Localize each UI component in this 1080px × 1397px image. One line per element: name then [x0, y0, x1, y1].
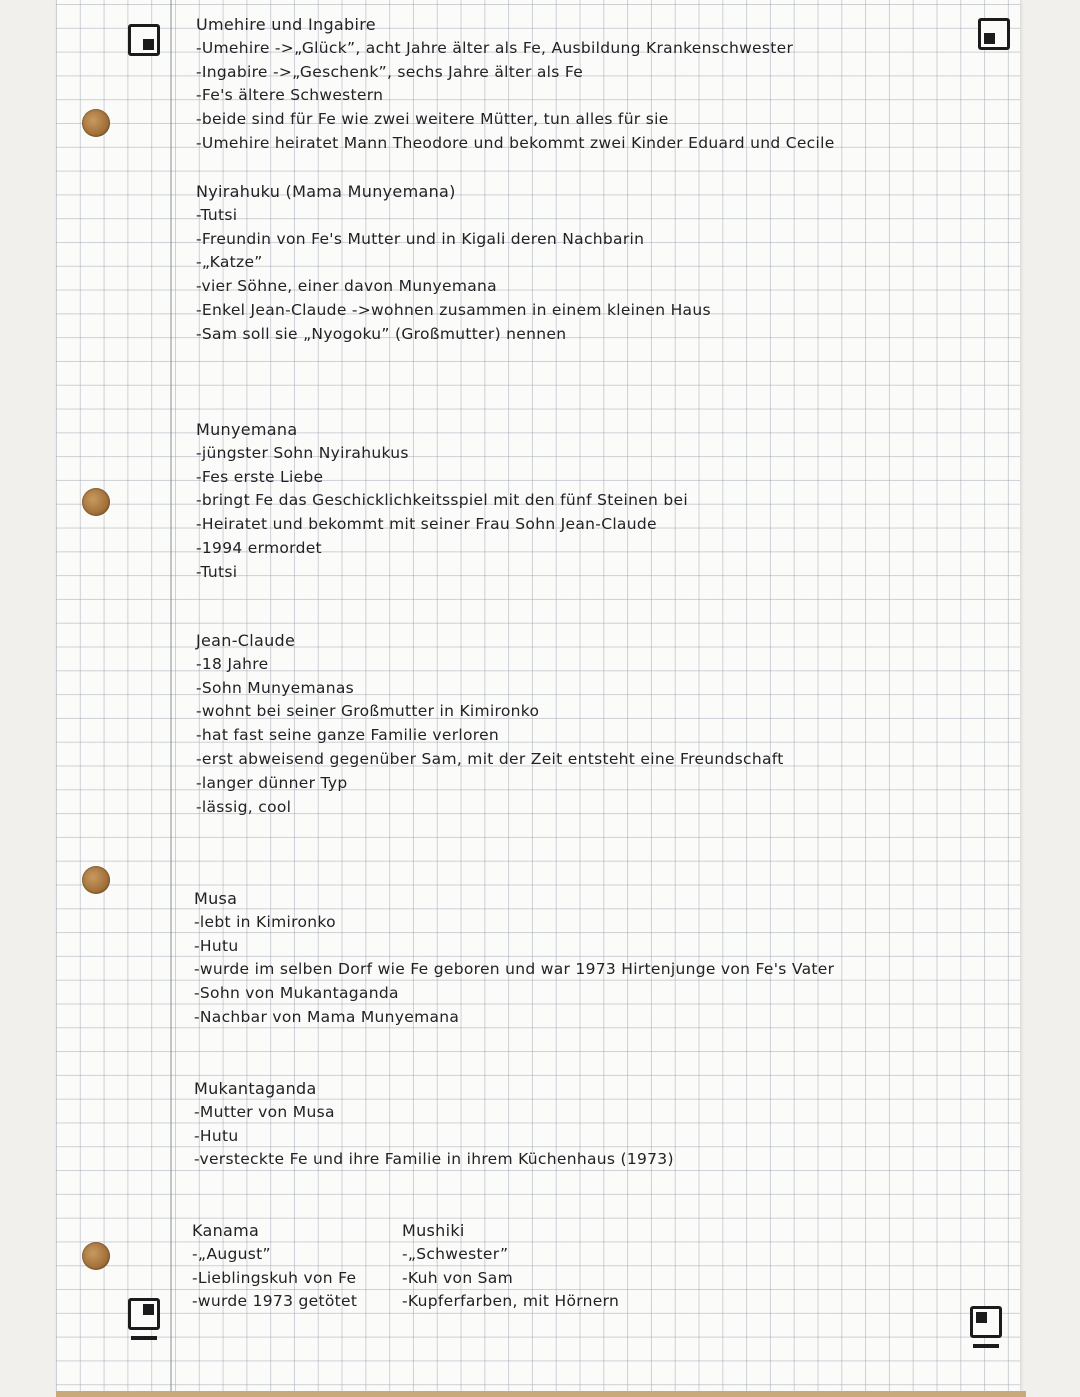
note-line: -„August” — [192, 1244, 271, 1263]
note-line: -Kuh von Sam — [402, 1268, 514, 1287]
note-line: -wurde im selben Dorf wie Fe geboren und war 1973 Hirtenjunge von Fe's Vater — [194, 960, 835, 979]
corner-marker-icon — [970, 1306, 1002, 1338]
section-kanama — [192, 1219, 357, 1314]
note-line: -Hutu — [194, 1126, 239, 1145]
note-line: -langer dünner Typ — [196, 773, 348, 792]
corner-marker-icon — [128, 24, 160, 56]
section-title: Mukantaganda — [194, 1079, 317, 1098]
section-title: Nyirahuku (Mama Munyemana) — [196, 182, 456, 201]
note-line: -versteckte Fe und ihre Familie in ihrem Küchenhaus (1973) — [194, 1150, 674, 1169]
note-line: -Sohn von Mukantaganda — [194, 984, 399, 1003]
section-title: Jean-Claude — [196, 631, 296, 650]
note-line: -Kupferfarben, mit Hörnern — [402, 1292, 620, 1311]
note-line: -Lieblingskuh von Fe — [192, 1268, 357, 1287]
note-line: -Sam soll sie „Nyogoku” (Großmutter) nennen — [196, 324, 567, 343]
note-line: -vier Söhne, einer davon Munyemana — [196, 277, 497, 296]
note-line: -Heiratet und bekommt mit seiner Frau Sohn Jean-Claude — [196, 515, 657, 534]
note-line: -Umehire heiratet Mann Theodore und bekommt zwei Kinder Eduard und Cecile — [196, 133, 835, 152]
note-line: -beide sind für Fe wie zwei weitere Mütter, tun alles für sie — [196, 110, 669, 129]
note-line: -Sohn Munyemanas — [196, 678, 355, 697]
punch-hole — [82, 1242, 110, 1270]
section-musa — [194, 887, 834, 1030]
corner-bar — [131, 1336, 157, 1340]
note-line: -Tutsi — [196, 562, 238, 581]
page-edge — [56, 1391, 1026, 1397]
section-mukantaganda — [194, 1077, 674, 1172]
section-title: Munyemana — [196, 420, 298, 439]
section-title: Mushiki — [402, 1221, 465, 1240]
note-line: -Fes erste Liebe — [196, 467, 324, 486]
note-line: -lässig, cool — [196, 797, 292, 816]
punch-hole — [82, 866, 110, 894]
note-line: -lebt in Kimironko — [194, 912, 336, 931]
note-line: -Fe's ältere Schwestern — [196, 86, 384, 105]
note-line: -Freundin von Fe's Mutter und in Kigali deren Nachbarin — [196, 229, 645, 248]
margin-line — [170, 0, 172, 1392]
note-line: -erst abweisend gegenüber Sam, mit der Zeit entsteht eine Freundschaft — [196, 749, 784, 768]
corner-bar — [973, 1344, 999, 1348]
section-munyemana — [196, 418, 688, 585]
note-line: -bringt Fe das Geschicklichkeitsspiel mit den fünf Steinen bei — [196, 491, 688, 510]
note-line: -hat fast seine ganze Familie verloren — [196, 726, 500, 745]
punch-hole — [82, 488, 110, 516]
section-umehire-ingabire — [196, 13, 835, 156]
note-line: -wohnt bei seiner Großmutter in Kimironko — [196, 702, 540, 721]
corner-marker-icon — [128, 1298, 160, 1330]
note-line: -18 Jahre — [196, 654, 269, 673]
section-mushiki — [402, 1219, 619, 1314]
section-title: Musa — [194, 889, 238, 908]
note-line: -wurde 1973 getötet — [192, 1292, 358, 1311]
note-line: -Umehire ->„Glück”, acht Jahre älter als Fe, Ausbildung Krankenschwester — [196, 38, 794, 57]
note-line: -jüngster Sohn Nyirahukus — [196, 443, 409, 462]
note-line: -„Schwester” — [402, 1244, 509, 1263]
note-line: -Hutu — [194, 936, 239, 955]
note-line: -Nachbar von Mama Munyemana — [194, 1007, 460, 1026]
note-line: -Enkel Jean-Claude ->wohnen zusammen in einem kleinen Haus — [196, 300, 711, 319]
note-line: -Ingabire ->„Geschenk”, sechs Jahre älter als Fe — [196, 62, 584, 81]
corner-marker-icon — [978, 18, 1010, 50]
note-line: -1994 ermordet — [196, 538, 322, 557]
punch-hole — [82, 109, 110, 137]
note-line: -Mutter von Musa — [194, 1102, 335, 1121]
section-jean-claude — [196, 629, 784, 819]
section-title: Umehire und Ingabire — [196, 15, 376, 34]
note-line: -Tutsi — [196, 205, 238, 224]
note-line: -„Katze” — [196, 253, 263, 272]
section-nyirahuku — [196, 180, 711, 347]
section-title: Kanama — [192, 1221, 260, 1240]
